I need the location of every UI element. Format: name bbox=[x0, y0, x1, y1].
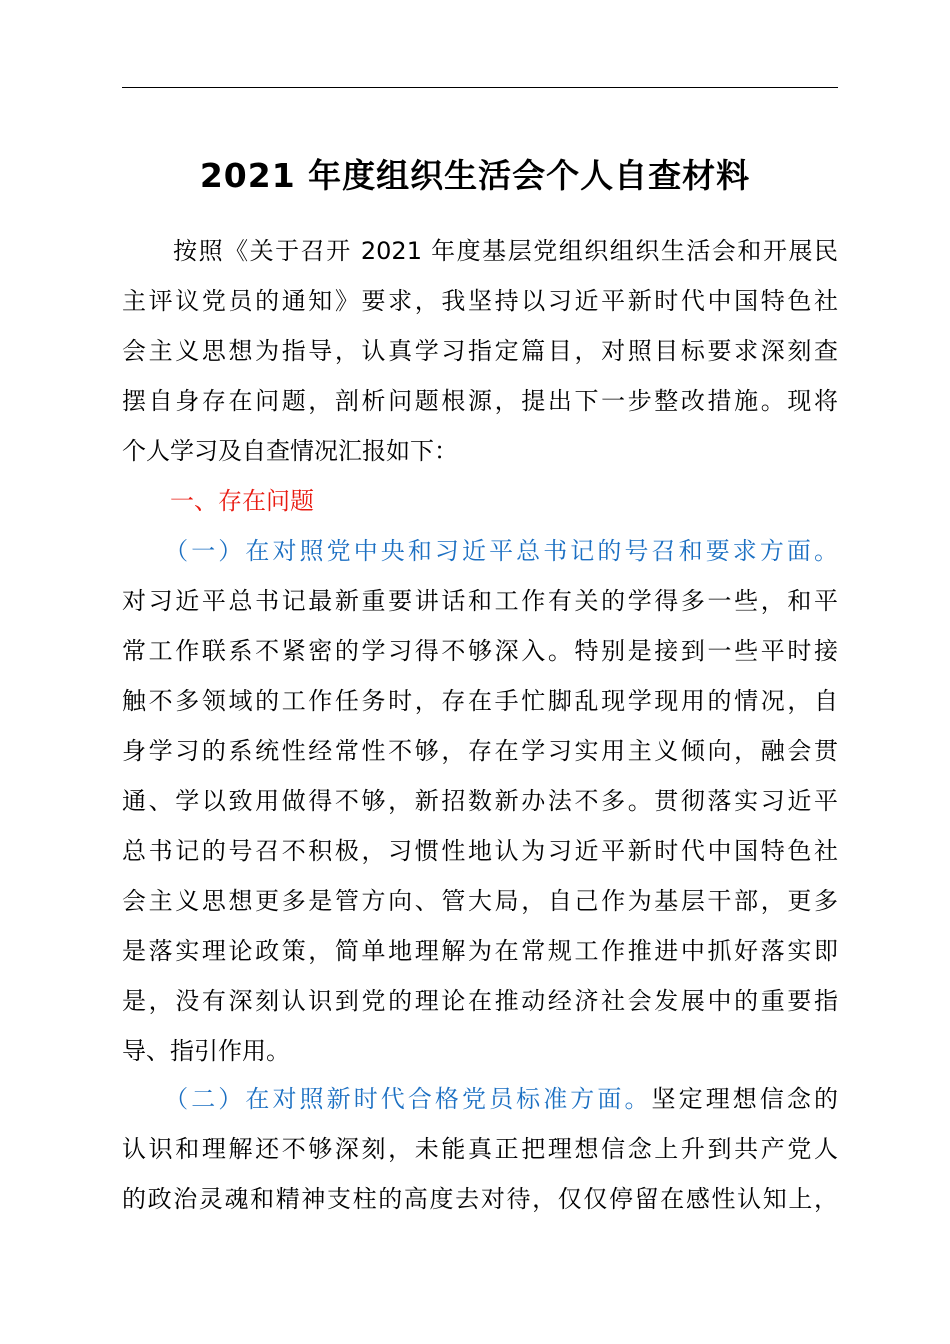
subsection-heading: （一）在对照党中央和习近平总书记的号召和要求方面。 bbox=[122, 537, 838, 565]
body-line: 身学习的系统性经常性不够，存在学习实用主义倾向，融会贯 bbox=[122, 737, 838, 765]
body-line: 是落实理论政策，简单地理解为在常规工作推进中抓好落实即 bbox=[122, 937, 838, 965]
body-line: 会主义思想更多是管方向、管大局，自己作为基层干部，更多 bbox=[122, 887, 838, 915]
body-line: 触不多领域的工作任务时，存在手忙脚乱现学现用的情况，自 bbox=[122, 687, 838, 715]
header-rule bbox=[122, 87, 838, 88]
body-line: 常工作联系不紧密的学习得不够深入。特别是接到一些平时接 bbox=[122, 637, 838, 665]
subsection-line bbox=[122, 1081, 838, 1117]
intro-line: 个人学习及自查情况汇报如下： bbox=[122, 437, 458, 465]
subsection-text: 坚定理想信念的 bbox=[651, 1085, 839, 1113]
subsection-heading: （二）在对照新时代合格党员标准方面。 bbox=[122, 1085, 652, 1113]
document-title: 2021 年度组织生活会个人自查材料 bbox=[199, 156, 751, 195]
intro-line: 按照《关于召开 2021 年度基层党组织组织生活会和开展民 bbox=[122, 237, 838, 265]
section-heading: 一、存在问题 bbox=[122, 487, 314, 515]
body-line: 总书记的号召不积极，习惯性地认为习近平新时代中国特色社 bbox=[122, 837, 838, 865]
body-line: 导、指引作用。 bbox=[122, 1037, 290, 1065]
intro-line: 主评议党员的通知》要求，我坚持以习近平新时代中国特色社 bbox=[122, 287, 838, 315]
body-line: 通、学以致用做得不够，新招数新办法不多。贯彻落实习近平 bbox=[122, 787, 838, 815]
body-line: 是，没有深刻认识到党的理论在推动经济社会发展中的重要指 bbox=[122, 987, 838, 1015]
body-line: 的政治灵魂和精神支柱的高度去对待，仅仅停留在感性认知上， bbox=[122, 1185, 838, 1213]
intro-line: 摆自身存在问题，剖析问题根源，提出下一步整改措施。现将 bbox=[122, 387, 838, 415]
intro-line: 会主义思想为指导，认真学习指定篇目，对照目标要求深刻查 bbox=[122, 337, 838, 365]
body-line: 对习近平总书记最新重要讲话和工作有关的学得多一些，和平 bbox=[122, 587, 838, 615]
body-line: 认识和理解还不够深刻，未能真正把理想信念上升到共产党人 bbox=[122, 1135, 838, 1163]
